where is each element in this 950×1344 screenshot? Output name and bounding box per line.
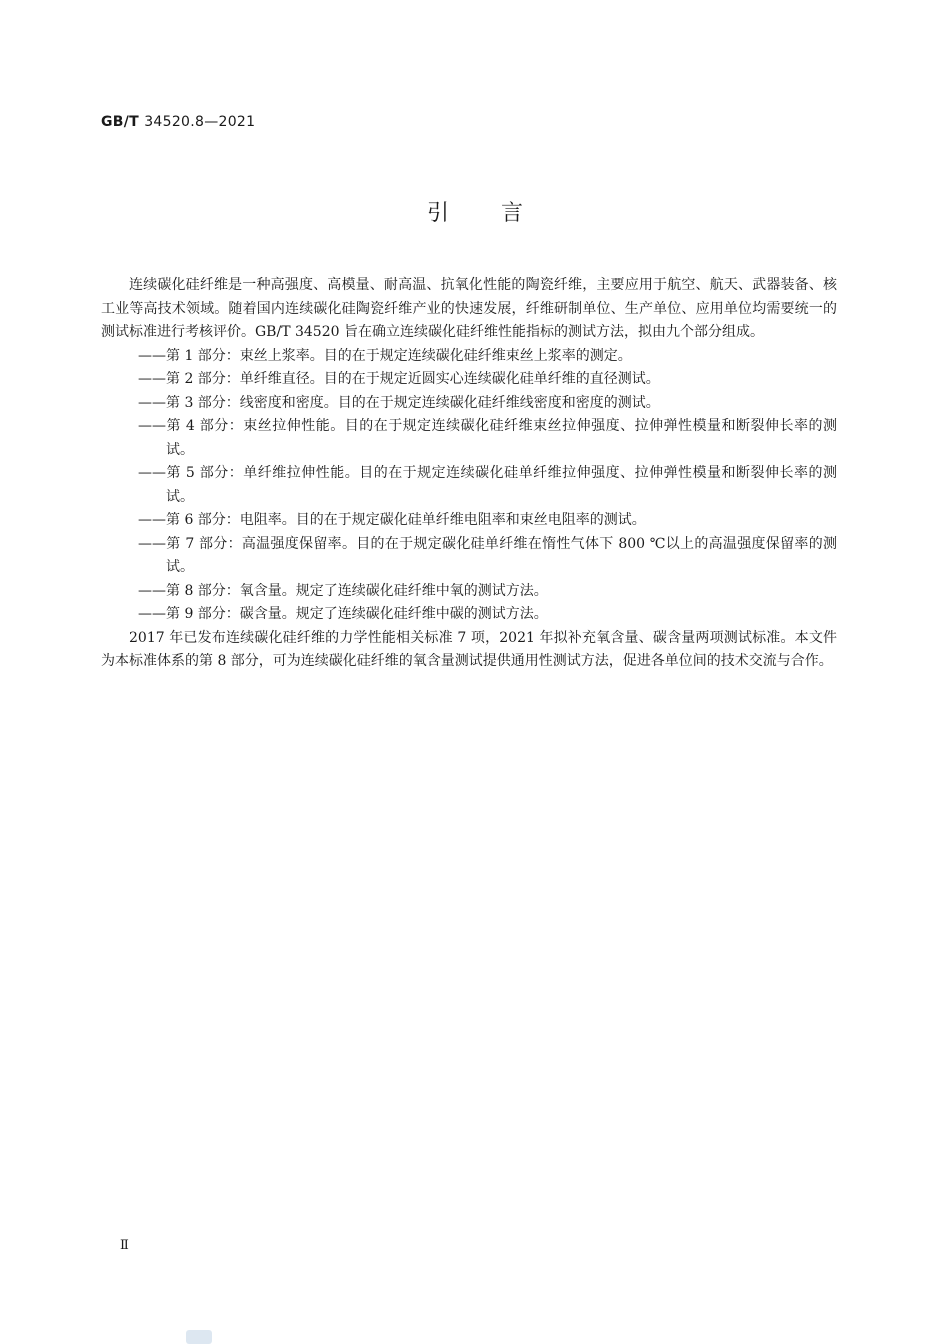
part-item-9: ——第 9 部分：碳含量。规定了连续碳化硅纤维中碳的测试方法。 [138, 606, 548, 622]
part-item-4: ——第 4 部分：束丝拉伸性能。目的在于规定连续碳化硅纤维束丝拉伸强度、拉伸弹性模量和断裂伸长率的测试。 [138, 418, 837, 458]
part-item-7: ——第 7 部分：高温强度保留率。目的在于规定碳化硅单纤维在惰性气体下 800 ℃以上的高温强度保留率的测试。 [138, 535, 837, 575]
standard-code-number: 34520.8—2021 [144, 114, 256, 130]
part-item-5: ——第 5 部分：单纤维拉伸性能。目的在于规定连续碳化硅单纤维拉伸强度、拉伸弹性模量和断裂伸长率的测试。 [138, 465, 837, 505]
part-item-2: ——第 2 部分：单纤维直径。目的在于规定近圆实心连续碳化硅单纤维的直径测试。 [138, 371, 660, 387]
part-item-8: ——第 8 部分：氧含量。规定了连续碳化硅纤维中氧的测试方法。 [138, 582, 548, 599]
document-body [101, 274, 837, 674]
page-title: 引言 [426, 201, 575, 226]
standard-code [101, 114, 255, 130]
page-number: Ⅱ [120, 1238, 129, 1253]
closing-paragraph: 2017 年已发布连续碳化硅纤维的力学性能相关标准 7 项，2021 年拟补充氧含量、碳含量两项测试标准。本文件为本标准体系的第 8 部分，可为连续碳化硅纤维的氧含量测试提供通用性测试方法，促进各单位间的技术交流与合作。 [101, 629, 837, 669]
watermark-logo-icon [186, 1328, 212, 1344]
intro-paragraph: 连续碳化硅纤维是一种高强度、高模量、耐高温、抗氧化性能的陶瓷纤维，主要应用于航空、航天、武器装备、核工业等高技术领域。随着国内连续碳化硅陶瓷纤维产业的快速发展，纤维研制单位、生产单位、应用单位均需要统一的测试标准进行考核评价。GB/T 34520 旨在确立连续碳化硅纤维性能指标的测试方法，拟由九个部分组成。 [101, 277, 837, 340]
part-item-3: ——第 3 部分：线密度和密度。目的在于规定连续碳化硅纤维线密度和密度的测试。 [138, 394, 660, 411]
part-item-1: ——第 1 部分：束丝上浆率。目的在于规定连续碳化硅纤维束丝上浆率的测定。 [138, 347, 632, 364]
part-item-6: ——第 6 部分：电阻率。目的在于规定碳化硅单纤维电阻率和束丝电阻率的测试。 [138, 512, 646, 528]
standard-code-prefix: GB/T [101, 114, 140, 130]
